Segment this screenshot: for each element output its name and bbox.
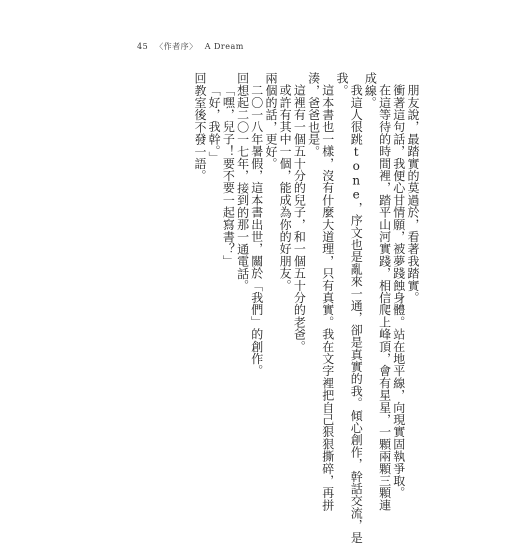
text-line: 這本書也一樣，沒有什麼大道理，只有真實。我在文字裡把自己狠狠撕碎，再拼 (320, 84, 335, 511)
text-line: 回教室後不發一語。 (192, 72, 207, 182)
text-line: 「好，我幹。」 (207, 84, 222, 164)
text-line: 衝著這句話，我便心甘情願，被夢踐蝕身體。站在地平線，向現實固執爭取。 (391, 84, 406, 499)
page-number: 45 (137, 42, 149, 51)
text-line: 朋友說，最踏實的莫過於，看著我踏實。 (406, 84, 420, 304)
text-line: 或許有其中一個，能成為你的好朋友。 (278, 84, 293, 292)
section-label: 〈作者序〉 (155, 42, 198, 51)
text-line: 「嘿，兒子！要不要一起寫書？」 (221, 84, 236, 267)
text-line: 兩個的話，更好。 (263, 72, 278, 170)
vertical-body-text (192, 72, 420, 543)
text-line: 湊，爸爸也是。 (306, 72, 321, 158)
text-line: 回想起二〇一七年，接到的那一通電話。 (235, 72, 250, 292)
text-line: 我這人很跳tone，序文也是亂來一通，卻是真實的我。傾心創作，幹話交流，是 (349, 84, 364, 543)
text-line: 我。 (334, 72, 349, 97)
text-line: 成線。 (363, 72, 378, 109)
page-header (137, 41, 251, 52)
text-line: 在這等待的時間裡，踏平山河實踐，相信爬上峰頂，會有星星，一顆兩顆三顆連 (377, 84, 392, 511)
text-line: 這裡有一個五十分的兒子，和一個五十分的老爸。 (292, 84, 307, 353)
running-title: A Dream (204, 42, 244, 51)
text-line: 二〇一八年暑假，這本書出世，關於「我們」的創作。 (249, 84, 264, 377)
